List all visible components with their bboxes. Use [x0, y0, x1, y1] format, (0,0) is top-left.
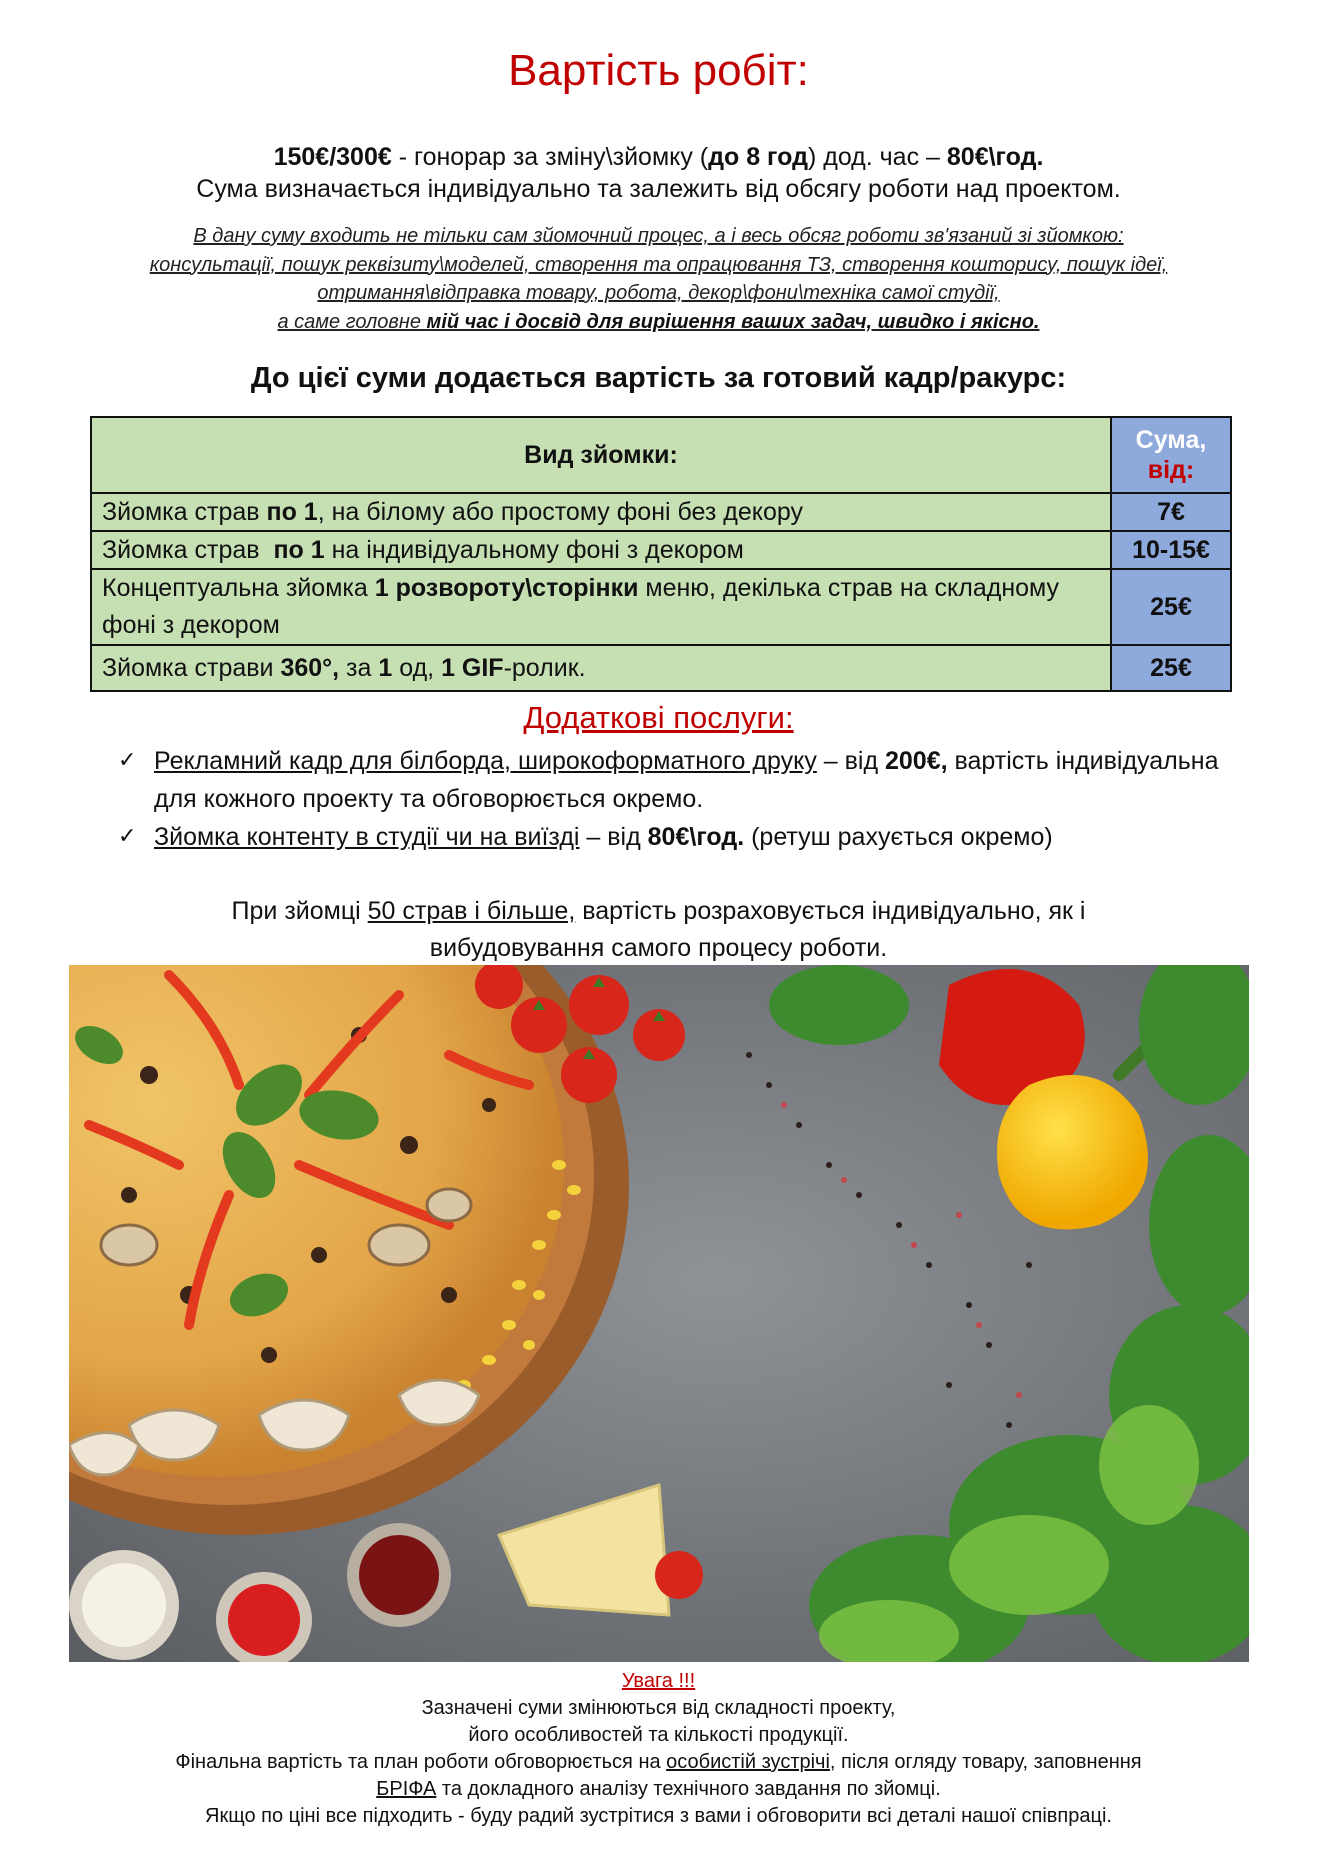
- table-row: [91, 493, 1231, 531]
- table-row: [91, 569, 1231, 645]
- bulk-note: [0, 893, 1317, 967]
- header-sum-label: Сума,: [1135, 426, 1207, 454]
- extra-services-list: [118, 742, 1228, 856]
- fee-overtime-label: ) дод. час –: [807, 143, 947, 171]
- row-type: Концептуальна зйомка 1 розвороту\сторінки меню, декілька страв на складному фоні з декором: [91, 569, 1111, 645]
- footer-line-5: Якщо по ціні все підходить - буду радий зустрітися з вами і обговорити всі деталі нашої співпраці.: [205, 1805, 1112, 1827]
- price-table: [90, 416, 1232, 692]
- extra-service-link[interactable]: Зйомка контенту в студії чи на виїзді: [154, 823, 580, 851]
- row-type: Зйомка страв по 1, на білому або простому фоні без декору: [91, 493, 1111, 531]
- pizza-ingredients-illustration: [69, 965, 1249, 1662]
- list-item: ✓ Зйомка контенту в студії чи на виїзді – від 80€\год. (ретуш рахується окремо): [118, 818, 1228, 856]
- header-type: Вид зйомки:: [91, 417, 1111, 493]
- header-sum-from: від:: [1147, 456, 1195, 484]
- row-type: Зйомка страви 360°, за 1 од, 1 GIF-ролик.: [91, 645, 1111, 691]
- meeting-link[interactable]: особистій зустрічі: [666, 1751, 830, 1773]
- fee-price: 150€/300€: [273, 143, 392, 171]
- attention-label: Увага !!!: [621, 1670, 696, 1692]
- row-sum: 10-15€: [1111, 531, 1231, 569]
- fee-line-2: Сума визначається індивідуально та залежить від обсягу роботи над проектом.: [196, 175, 1121, 203]
- checkmark-icon: ✓: [118, 748, 137, 773]
- bulk-link[interactable]: 50 страв і більше,: [367, 897, 576, 925]
- list-item: ✓ Рекламний кадр для білборда, широкоформатного друку – від 200€, вартість індивідуальна для кожного проекту та обговорюється окремо.: [118, 742, 1228, 818]
- extra-services-heading: Додаткові послуги:: [523, 700, 794, 735]
- footer-line-1: Зазначені суми змінюються від складності проекту,: [421, 1697, 896, 1719]
- note-line-4-prefix: а саме головне: [277, 310, 427, 333]
- food-photo: [69, 965, 1249, 1662]
- fee-line-1: [0, 141, 1317, 173]
- row-sum: 25€: [1111, 645, 1231, 691]
- base-fee: [0, 141, 1317, 205]
- header-sum: [1111, 417, 1231, 493]
- footer-note: [0, 1668, 1317, 1830]
- row-type: Зйомка страв по 1 на індивідуальному фоні з декором: [91, 531, 1111, 569]
- included-note: [40, 222, 1277, 336]
- table-row: [91, 531, 1231, 569]
- fee-hours: до 8 год: [708, 143, 808, 171]
- bulk-line-1: При зйомці 50 страв і більше, вартість розраховується індивідуально, як і: [231, 897, 1086, 925]
- fee-text: - гонорар за зміну\зйомку (: [391, 143, 709, 171]
- row-sum: 25€: [1111, 569, 1231, 645]
- per-shot-heading: До цієї суми додається вартість за готовий кадр/ракурс:: [250, 362, 1067, 394]
- row-sum: 7€: [1111, 493, 1231, 531]
- checkmark-icon: ✓: [118, 824, 137, 849]
- table-row: [91, 645, 1231, 691]
- footer-line-3: Фінальна вартість та план роботи обговорюється на особистій зустрічі, після огляду товару, заповнення: [175, 1751, 1142, 1773]
- extra-service-link[interactable]: Рекламний кадр для білборда, широкоформатного друку: [154, 747, 817, 775]
- footer-line-2: його особливостей та кількості продукції.: [468, 1724, 849, 1746]
- bulk-line-2: вибудовування самого процесу роботи.: [429, 934, 888, 962]
- fee-overtime: 80€\год.: [946, 143, 1044, 171]
- table-header-row: [91, 417, 1231, 493]
- footer-line-4: БРІФА та докладного аналізу технічного завдання по зйомці.: [376, 1778, 941, 1800]
- note-line-4: [40, 308, 1277, 337]
- note-line-1: В дану суму входить не тільки сам зйомочний процес, а і весь обсяг роботи зв'язаний зі зйомкою:: [193, 225, 1124, 247]
- note-line-3: отримання\відправка товару, робота, декор\фони\техніка самої студії,: [317, 282, 1000, 304]
- note-line-2: консультації, пошук реквізиту\моделей, створення та опрацювання ТЗ, створення кошторису, пошук ідеї,: [149, 253, 1168, 276]
- note-line-4-bold: мій час і досвід для вирішення ваших задач, швидко і якісно.: [426, 310, 1040, 333]
- page-title: Вартість робіт:: [508, 46, 809, 95]
- brief-link[interactable]: БРІФА: [376, 1778, 437, 1800]
